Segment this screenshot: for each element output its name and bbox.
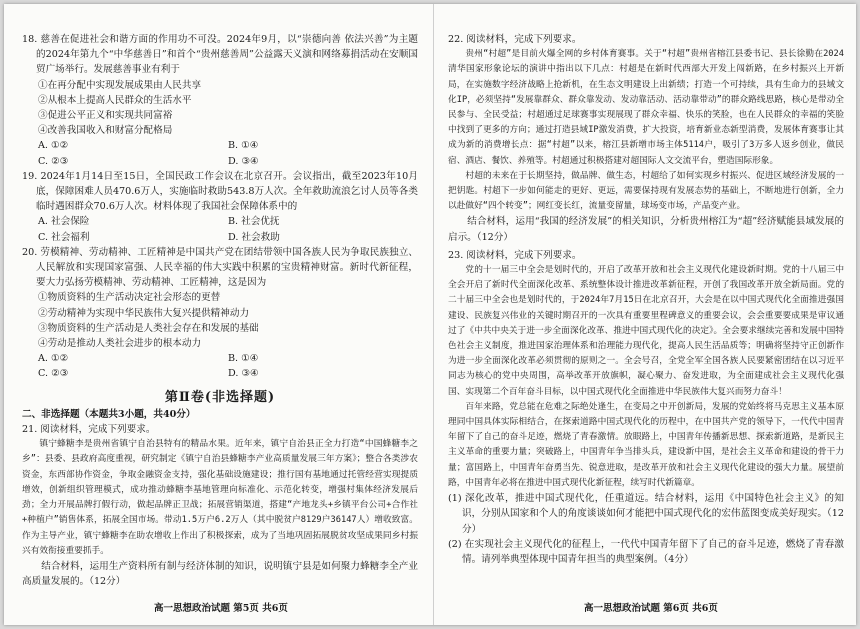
- q18-item-4: ④改善我国收入和财富分配格局: [38, 125, 173, 137]
- q20-item-1: ①物质资料的生产活动决定社会形态的更替: [38, 292, 221, 304]
- exam-sheet: [4, 4, 856, 625]
- q20-options-row-1: [22, 351, 418, 366]
- q18-item-2: ②从根本上提高人民群众的生活水平: [38, 94, 192, 106]
- q20-option-d: D. ③④: [228, 368, 259, 380]
- page-6-column: [448, 32, 844, 567]
- q19-option-d: D. 社会救助: [228, 231, 280, 243]
- q18-option-c: C. ②③: [38, 155, 69, 167]
- question-23-material-1: 党的十一届三中全会是划时代的，开启了改革开放和社会主义现代化建设新时期。党的十八届三中全会开启了新时代全面深化改革、系统整体设计推进改革新征程，开创了我国改革开放全新局面。党的二十届三中全会也是划时代的，于2024年7月15日在北京召开，大会是在以中国式现代化全面推进强国建设、民族复兴伟业的关键时期召开的一次具有重要里程碑意义的重要会议，会会重要要成果是审议通过了《中共中央关于进一步全面深化改革、推进中国式现代化的决定》。全会要求继续完善和发展中国特色社会主义制度，推进国家治理体系和治理能力现代化，提高人民生活品质等；明确将坚持守正创新作为进一步全面深化改革必须贯彻的原则之一。全会号召，全党全军全国各族人民要紧密团结在以习近平同志为核心的党中央周围，高举改革开放旗帜，凝心聚力、奋发进取，为全面建成社会主义现代化强国、实现第二个百年奋斗目标，以中国式现代化全面推进中华民族伟大复兴而努力奋斗！: [448, 265, 844, 397]
- q20-option-c: C. ②③: [38, 368, 69, 380]
- section-title: 第Ⅱ卷(非选择题): [164, 389, 276, 405]
- question-23-task-1: (1) 深化改革，推进中国式现代化，任重道远。结合材料，运用《中国特色社会主义》的知识，分别从国家和个人的角度谈谈如何才能把中国式现代化的宏伟蓝图变成美好现实。（12分）: [448, 493, 844, 535]
- q19-option-c: C. 社会福利: [38, 231, 90, 243]
- q19-option-b: B. 社会优抚: [228, 216, 280, 228]
- question-22-material-1: 贵州“村超”是目前火爆全网的乡村体育赛事。关于“村超”贵州省榕江县委书记、县长徐勤在2024清华国家形象论坛的演讲中指出以下几点：村超是在新时代西部大开发上闯新路，在乡村振兴上开新局，在实施数字经济战略上抢新机，在生态文明建设上出新绩；打造一个可持续，具有生命力的县域文化IP，必须坚持“发展靠群众、群众靠发动、发动靠活动、活动靠带动”的群众路线思路，核心是带动全民参与、全民受益；村超通过足球赛事实现展现了群众幸福、快乐的笑脸，也在人民群众的幸福的笑脸中找到了更多的方向；通过打造县域IP激发消费，扩大投资，培育新业态新型消费，发展体育赛事让其成为新的消费增长点：据“村超”以来，榕江县新增市场主体5114户，吸引了3万多人返乡创业，做民宿、酒店、餐饮、养殖等。村超通过积极搭建对超国际人文交流平台，塑造国际形象。: [448, 49, 844, 166]
- q18-item-1: ①在再分配中实现发展成果由人民共享: [38, 79, 202, 91]
- q19-options-row-1: [22, 214, 418, 229]
- page-fold-line: [433, 4, 434, 625]
- q20-item-3: ③物质资料的生产活动是人类社会存在和发展的基础: [38, 322, 259, 334]
- question-18-stem: 18. 慈善在促进社会和谐方面的作用功不可没。2024年9月，以“崇德向善 依法兴善”为主题的2024年第九个“中华慈善日”和首个“贵州慈善周”公益露天义演和网络募捐活动在安顺国贸广场举行。发展慈善事业有利于: [22, 34, 418, 76]
- q18-item-3: ③促进公平正义和实现共同富裕: [38, 110, 173, 122]
- q19-options-row-2: [22, 230, 418, 245]
- question-23-heading: 23. 阅读材料，完成下列要求。: [448, 249, 582, 261]
- page-6-footer: 高一思想政治试题 第6页 共6页: [584, 603, 718, 614]
- question-21-heading: 21. 阅读材料，完成下列要求。: [22, 424, 156, 436]
- question-22-material-2: 村超的未来在于长期坚持，做品牌、做生态，村超给了如何实现乡村振兴、促进区域经济发展的一把钥匙。村超下一步如何能走的更好、更远，需要保持现有发展态势的基础上，不断地进行创新，全力以赴做好“四个转变”；网红变长红，流量变留量，球场变市场，产品变产业。: [448, 170, 844, 212]
- q18-option-d: D. ③④: [228, 155, 259, 167]
- q19-option-a: A. 社会保险: [38, 216, 90, 228]
- question-22-task: 结合材料，运用“我国的经济发展”的相关知识，分析贵州榕江为“超”经济赋能县域发展的启示。（12分）: [448, 216, 844, 243]
- q18-option-b: B. ①④: [228, 140, 259, 152]
- q20-option-a: A. ①②: [38, 353, 69, 365]
- question-23-task-2: (2) 在实现社会主义现代化的征程上，一代代中国青年留下了自己的奋斗足迹，燃烧了青春激情。请列举典型体现中国青年担当的典型案例。（4分）: [448, 538, 844, 565]
- page-5-column: [22, 32, 418, 589]
- q18-options-row-2: [22, 154, 418, 169]
- q20-option-b: B. ①④: [228, 353, 259, 365]
- question-21-material: 镇宁蜂糖李是贵州省镇宁自治县特有的精品水果。近年来，镇宁自治县正全力打造“中国蜂糖李之乡”：县委、县政府高度重视，研究制定《镇宁自治县蜂糖李产业高质量发展三年方案》；整合各类涉农资金，东西部协作资金，争取金融资金支持，强化基础设施建设；推行国有基地通过托管经营实现提质增效，创新组织管理模式，成功推动蜂糖李基地管理向标准化、示范化转变，增强村集体经济发展后劲；全力开展品牌打假行动，做起品牌正卫战；拓展营销渠道，搭建“产地龙头+乡镇平台公司+合作社+种植户”销售体系，拓展全国市场。带动1.5万户6.2万人（其中脱贫户8129户36147人）增收致富。作为主导产业，镇宁蜂糖李在助农增收上作出了积极探索，成为了当地巩固拓展脱贫攻坚成果同乡村振兴有效衔接重要抓手。: [22, 439, 418, 556]
- q20-options-row-2: [22, 366, 418, 381]
- question-21-task: 结合材料，运用生产资料所有制与经济体制的知识，说明镇宁县是如何聚力蜂糖李全产业高质量发展的。（12分）: [22, 560, 418, 588]
- question-22-heading: 22. 阅读材料，完成下列要求。: [448, 34, 582, 45]
- page-5-footer: 高一思想政治试题 第5页 共6页: [154, 603, 288, 614]
- question-19-stem: 19. 2024年1月14日至15日，全国民政工作会议在北京召开。会议指出，截至2023年10月底，保障困难人员470.6万人，实施临时救助543.8万人次。全年救助流浪乞讨人员等各类临时遇困群众70.6万人次。材料体现了我国社会保障体系中的: [22, 170, 418, 213]
- q20-item-2: ②劳动精神为实现中华民族伟大复兴提供精神动力: [38, 307, 250, 319]
- question-23-material-2: 百年来路，党总能在危难之际绝处逢生，在变局之中开创新局，发展的党始终将马克思主义基本原理同中国具体实际相结合，在探索道路中国式现代化的历程中，在中国共产党的领导下，一代代中国青年留下了自己的奋斗足迹，燃烧了青春激情。放眼路上，中国青年传播新思想、探索新道路，是新民主主义革命的重要力量；突破路上，中国青年争当排头兵，建设新中国，是社会主义革命和建设的骨干力量；富国路上，中国青年奋勇当先、锐意进取，是改革开放和社会主义现代化建设的强大力量。展望前路，中国青年必将在推进中国式现代化新征程，续写时代新篇章。: [448, 401, 844, 488]
- part-two-heading: 二、非选择题（本题共3小题，共40分）: [22, 408, 196, 420]
- q18-options-row-1: [22, 138, 418, 153]
- question-20-stem: 20. 劳模精神、劳动精神、工匠精神是中国共产党在团结带领中国各族人民为争取民族独立、人民解放和实现国家富强、人民幸福的伟大实践中积累的宝贵精神财富。新时代新征程，要大力弘扬劳模精神、劳动精神、工匠精神，这是因为: [22, 246, 418, 289]
- q18-option-a: A. ①②: [38, 140, 69, 152]
- q20-item-4: ④劳动是推动人类社会进步的根本动力: [38, 338, 202, 350]
